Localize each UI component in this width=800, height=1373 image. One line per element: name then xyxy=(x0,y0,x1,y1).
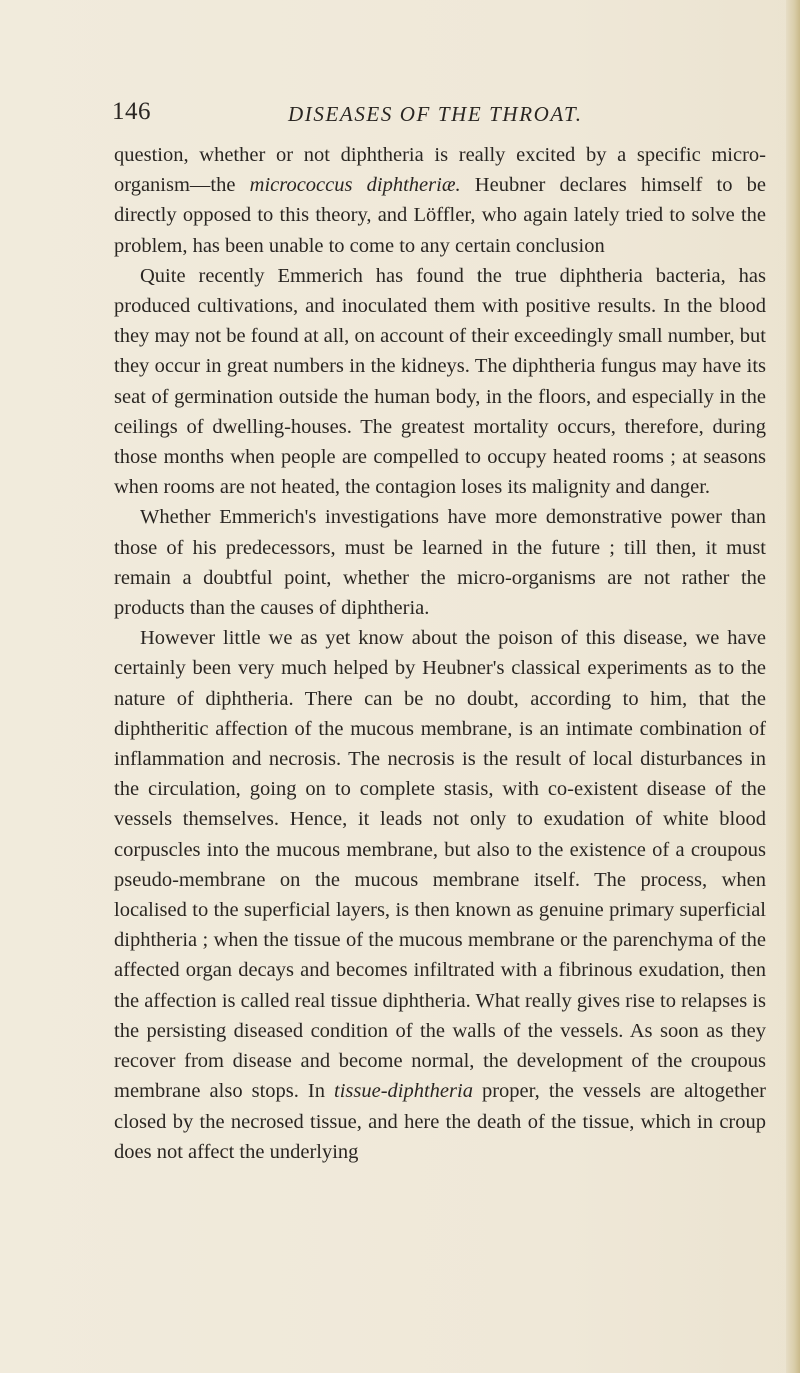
text-segment: However little we as yet know about the poison of this disease, we have certainly been very much helped by Heubner's classical experiments as to the nature of diphtheria. There can be no doubt, according to him, that the diphtheritic affection of the mucous membrane, is an intimate combination of inflammation and necrosis. The necrosis is the result of local disturbances in the circulation, going on to complete stasis, with co-existent disease of the vessels themselves. Hence, it leads not only to exudation of white blood corpuscles into the mucous membrane, but also to the existence of a croupous pseudo-membrane on the mucous membrane itself. The process, when localised to the superficial layers, is then known as genuine primary superficial diphtheria ; when the tissue of the mucous membrane or the parenchyma of the affected organ decays and becomes infiltrated with a fibrinous exudation, then the affection is called real tissue diphtheria. What really gives rise to relapses is the persisting diseased condition of the walls of the vessels. As soon as they recover from disease and become normal, the development of the croupous membrane also stops. In xyxy=(114,627,766,1103)
text-segment: proper, the vessels are altogether closed by the necrosed tissue, and here the death of the tissue, which in croup does not affect the underlying xyxy=(114,1080,767,1163)
text-segment: Quite recently Emmerich has found the true diphtheria bacteria, has produced cultivations, and inoculated them with positive results. In the blood they may not be found at all, on account of their exceedingly small number, but they occur in great numbers in the kidneys. The diphtheria fungus may have its seat of germination outside the human body, in the floors, and especially in the ceilings of dwelling-houses. The greatest mortality occurs, therefore, during those months when people are compelled to occupy heated rooms ; at seasons when rooms are not heated, the contagion loses its malignity and danger. xyxy=(114,264,766,499)
paragraph-4 xyxy=(114,623,766,1167)
page-header xyxy=(112,98,772,138)
text-segment: Whether Emmerich's investigations have more demonstrative power than those of his predecessors, must be learned in the future ; till then, it must remain a doubtful point, whether the micro-organisms are not rather the products than the causes of diphtheria. xyxy=(114,506,766,620)
running-head: DISEASES OF THE THROAT. xyxy=(288,102,583,126)
text-segment: question, whether or not diphtheria is really excited by a specific micro-organism—the xyxy=(114,144,766,197)
paragraph-2 xyxy=(114,261,766,503)
paragraph-1 xyxy=(114,140,766,261)
body-text xyxy=(114,140,766,1167)
paragraph-3 xyxy=(114,502,766,623)
page-edge xyxy=(786,0,800,1373)
page-number: 146 xyxy=(112,98,151,125)
italic-term: tissue-diphtheria xyxy=(334,1080,473,1103)
italic-term: micrococcus diphtheriæ. xyxy=(249,174,461,197)
text-segment: Heubner declares himself to be directly opposed to this theory, and Löffler, who again lately tried to solve the problem, has been unable to come to any certain conclusion xyxy=(114,174,766,257)
